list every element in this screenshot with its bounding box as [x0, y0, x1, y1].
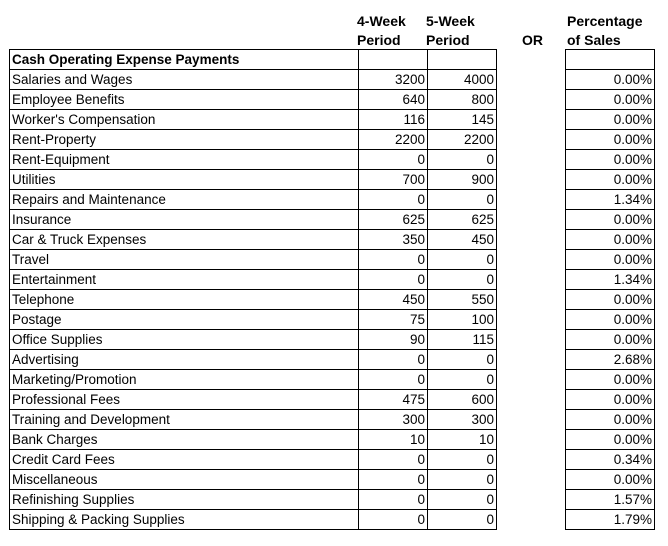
row-label: Professional Fees	[10, 390, 359, 410]
four-week-value-cell[interactable]: 75	[359, 310, 428, 330]
percentage-value-cell[interactable]: 1.79%	[566, 510, 655, 530]
percentage-value-cell[interactable]: 1.34%	[566, 270, 655, 290]
row-label: Salaries and Wages	[10, 70, 359, 90]
five-week-value-cell[interactable]: 300	[428, 410, 497, 430]
four-week-value-cell[interactable]: 0	[359, 490, 428, 510]
pct-blank-cell[interactable]	[566, 50, 655, 70]
four-week-value-cell[interactable]: 0	[359, 370, 428, 390]
five-week-header-line1: 5-Week	[426, 13, 475, 29]
five-week-value-cell[interactable]: 900	[428, 170, 497, 190]
percentage-value-cell[interactable]: 0.00%	[566, 210, 655, 230]
four-week-value-cell[interactable]: 625	[359, 210, 428, 230]
row-label: Rent-Property	[10, 130, 359, 150]
percentage-value-cell[interactable]: 0.00%	[566, 170, 655, 190]
row-label: Entertainment	[10, 270, 359, 290]
table-row	[10, 370, 655, 390]
percentage-value-cell[interactable]: 0.00%	[566, 370, 655, 390]
four-week-value-cell[interactable]: 3200	[359, 70, 428, 90]
row-label: Bank Charges	[10, 430, 359, 450]
four-week-value-cell[interactable]: 300	[359, 410, 428, 430]
percentage-value-cell[interactable]: 0.00%	[566, 430, 655, 450]
gap-cell	[497, 170, 566, 190]
row-label: Refinishing Supplies	[10, 490, 359, 510]
expense-table-body	[10, 50, 655, 530]
row-label: Travel	[10, 250, 359, 270]
row-label: Marketing/Promotion	[10, 370, 359, 390]
row-label: Advertising	[10, 350, 359, 370]
gap-cell	[497, 70, 566, 90]
percentage-value-cell[interactable]: 0.00%	[566, 90, 655, 110]
four-week-value-cell[interactable]: 0	[359, 190, 428, 210]
four-week-value-cell[interactable]: 0	[359, 470, 428, 490]
five-week-value-cell[interactable]: 0	[428, 270, 497, 290]
table-row	[10, 350, 655, 370]
section-title: Cash Operating Expense Payments	[10, 50, 359, 70]
gap-cell	[497, 390, 566, 410]
row-label: Miscellaneous	[10, 470, 359, 490]
percentage-value-cell[interactable]: 0.34%	[566, 450, 655, 470]
four-week-value-cell[interactable]: 0	[359, 270, 428, 290]
four-week-value-cell[interactable]: 640	[359, 90, 428, 110]
five-week-value-cell[interactable]: 4000	[428, 70, 497, 90]
five-week-value-cell[interactable]: 2200	[428, 130, 497, 150]
gap-cell	[497, 230, 566, 250]
gap-cell	[497, 150, 566, 170]
percentage-value-cell[interactable]: 0.00%	[566, 470, 655, 490]
table-row	[10, 430, 655, 450]
percentage-value-cell[interactable]: 1.57%	[566, 490, 655, 510]
gap-cell	[497, 290, 566, 310]
five-week-value-cell[interactable]: 145	[428, 110, 497, 130]
gap-cell	[497, 490, 566, 510]
four-week-value-cell[interactable]: 0	[359, 150, 428, 170]
percentage-value-cell[interactable]: 1.34%	[566, 190, 655, 210]
table-row	[10, 470, 655, 490]
table-row	[10, 90, 655, 110]
gap-cell	[497, 50, 566, 70]
gap-cell	[497, 450, 566, 470]
five-week-value-cell[interactable]: 115	[428, 330, 497, 350]
percentage-value-cell[interactable]: 0.00%	[566, 390, 655, 410]
five-week-value-cell[interactable]: 0	[428, 510, 497, 530]
table-row	[10, 250, 655, 270]
five-week-value-cell[interactable]: 0	[428, 490, 497, 510]
gap-cell	[497, 110, 566, 130]
table-row	[10, 290, 655, 310]
five-week-value-cell[interactable]: 625	[428, 210, 497, 230]
section-title-row	[10, 50, 655, 70]
percentage-value-cell[interactable]: 0.00%	[566, 310, 655, 330]
expense-table	[9, 49, 655, 530]
five-week-value-cell[interactable]: 0	[428, 450, 497, 470]
percentage-value-cell[interactable]: 0.00%	[566, 330, 655, 350]
row-label: Employee Benefits	[10, 90, 359, 110]
five-week-value-cell[interactable]: 0	[428, 350, 497, 370]
gap-cell	[497, 270, 566, 290]
five-week-value-cell[interactable]: 0	[428, 470, 497, 490]
percentage-value-cell[interactable]: 2.68%	[566, 350, 655, 370]
table-row	[10, 130, 655, 150]
table-row	[10, 70, 655, 90]
five-week-blank-cell[interactable]	[428, 50, 497, 70]
gap-cell	[497, 470, 566, 490]
percentage-value-cell[interactable]: 0.00%	[566, 150, 655, 170]
percentage-header-line2: of Sales	[567, 32, 621, 48]
row-label: Worker's Compensation	[10, 110, 359, 130]
four-week-header-line2: Period	[357, 32, 401, 48]
five-week-value-cell[interactable]: 0	[428, 370, 497, 390]
row-label: Postage	[10, 310, 359, 330]
gap-cell	[497, 430, 566, 450]
row-label: Telephone	[10, 290, 359, 310]
percentage-value-cell[interactable]: 0.00%	[566, 110, 655, 130]
table-row	[10, 390, 655, 410]
row-label: Repairs and Maintenance	[10, 190, 359, 210]
four-week-value-cell[interactable]: 0	[359, 510, 428, 530]
four-week-header-line1: 4-Week	[357, 13, 406, 29]
five-week-value-cell[interactable]: 800	[428, 90, 497, 110]
five-week-value-cell[interactable]: 10	[428, 430, 497, 450]
gap-cell	[497, 350, 566, 370]
table-row	[10, 230, 655, 250]
gap-cell	[497, 370, 566, 390]
row-label: Utilities	[10, 170, 359, 190]
table-row	[10, 490, 655, 510]
four-week-value-cell[interactable]: 350	[359, 230, 428, 250]
four-week-value-cell[interactable]: 475	[359, 390, 428, 410]
table-row	[10, 210, 655, 230]
gap-cell	[497, 410, 566, 430]
gap-cell	[497, 330, 566, 350]
five-week-header	[426, 12, 475, 50]
percentage-value-cell[interactable]: 0.00%	[566, 130, 655, 150]
or-label: OR	[522, 32, 543, 48]
four-week-value-cell[interactable]: 450	[359, 290, 428, 310]
percentage-value-cell[interactable]: 0.00%	[566, 290, 655, 310]
four-week-value-cell[interactable]: 0	[359, 350, 428, 370]
four-week-value-cell[interactable]: 10	[359, 430, 428, 450]
four-week-value-cell[interactable]: 0	[359, 450, 428, 470]
gap-cell	[497, 510, 566, 530]
gap-cell	[497, 250, 566, 270]
four-week-blank-cell[interactable]	[359, 50, 428, 70]
four-week-value-cell[interactable]: 700	[359, 170, 428, 190]
table-row	[10, 510, 655, 530]
row-label: Insurance	[10, 210, 359, 230]
row-label: Shipping & Packing Supplies	[10, 510, 359, 530]
table-row	[10, 110, 655, 130]
gap-cell	[497, 130, 566, 150]
table-row	[10, 450, 655, 470]
four-week-value-cell[interactable]: 2200	[359, 130, 428, 150]
percentage-value-cell[interactable]: 0.00%	[566, 70, 655, 90]
five-week-value-cell[interactable]: 550	[428, 290, 497, 310]
four-week-value-cell[interactable]: 90	[359, 330, 428, 350]
gap-cell	[497, 310, 566, 330]
table-row	[10, 170, 655, 190]
row-label: Credit Card Fees	[10, 450, 359, 470]
table-row	[10, 270, 655, 290]
table-row	[10, 150, 655, 170]
gap-cell	[497, 210, 566, 230]
table-row	[10, 410, 655, 430]
five-week-value-cell[interactable]: 450	[428, 230, 497, 250]
percentage-header	[567, 12, 642, 50]
five-week-value-cell[interactable]: 0	[428, 250, 497, 270]
five-week-header-line2: Period	[426, 32, 470, 48]
five-week-value-cell[interactable]: 100	[428, 310, 497, 330]
percentage-value-cell[interactable]: 0.00%	[566, 250, 655, 270]
gap-cell	[497, 190, 566, 210]
four-week-header	[357, 12, 406, 50]
five-week-value-cell[interactable]: 600	[428, 390, 497, 410]
row-label: Training and Development	[10, 410, 359, 430]
row-label: Rent-Equipment	[10, 150, 359, 170]
five-week-value-cell[interactable]: 0	[428, 190, 497, 210]
row-label: Office Supplies	[10, 330, 359, 350]
four-week-value-cell[interactable]: 0	[359, 250, 428, 270]
gap-cell	[497, 90, 566, 110]
table-row	[10, 310, 655, 330]
row-label: Car & Truck Expenses	[10, 230, 359, 250]
percentage-header-line1: Percentage	[567, 13, 643, 29]
percentage-value-cell[interactable]: 0.00%	[566, 410, 655, 430]
table-row	[10, 330, 655, 350]
table-row	[10, 190, 655, 210]
four-week-value-cell[interactable]: 116	[359, 110, 428, 130]
five-week-value-cell[interactable]: 0	[428, 150, 497, 170]
percentage-value-cell[interactable]: 0.00%	[566, 230, 655, 250]
